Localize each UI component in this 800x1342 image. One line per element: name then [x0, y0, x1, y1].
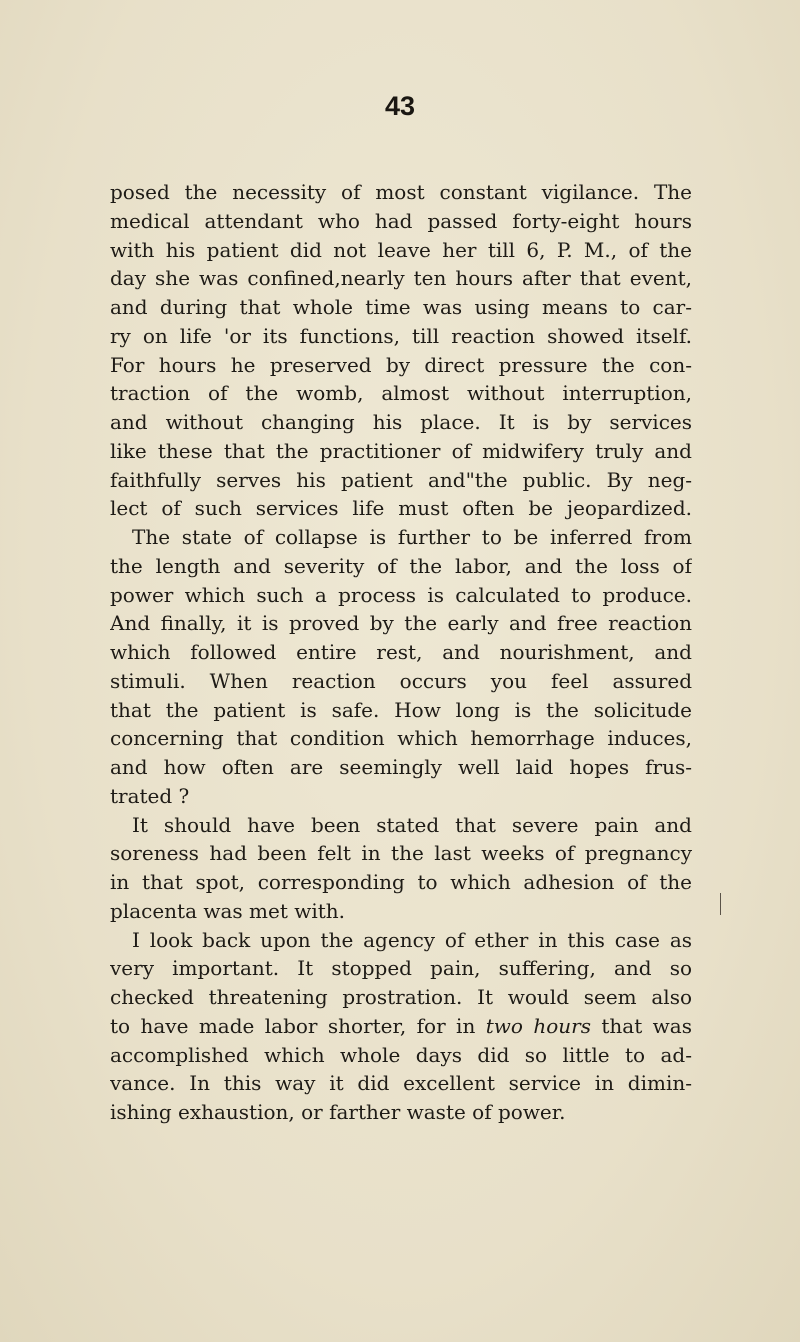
text-line: that the patient is safe. How long is the solicitude	[110, 697, 692, 722]
text-line: lect of such services life must often be jeopardized.	[110, 496, 692, 521]
text-run: that was	[590, 1013, 692, 1038]
body-text	[110, 178, 692, 1127]
text-line: The state of collapse is further to be inferred from	[132, 525, 692, 549]
scan-mark	[720, 893, 721, 915]
text-line: accomplished which whole days did so little to ad-	[110, 1042, 692, 1067]
text-line: with his patient did not leave her till 6, P. M., of the	[110, 237, 692, 262]
emphasized-text: two hours	[485, 1013, 591, 1038]
text-line: faithfully serves his patient and"the public. By neg-	[110, 467, 692, 492]
text-line: medical attendant who had passed forty-eight hours	[110, 208, 692, 233]
text-run: to have made labor shorter, for in	[110, 1013, 486, 1038]
text-line: stimuli. When reaction occurs you feel assured	[110, 668, 692, 693]
text-line: placenta was met with.	[110, 898, 346, 923]
text-line: It should have been stated that severe pain and	[132, 812, 692, 837]
text-line: and how often are seemingly well laid hopes frus-	[110, 755, 692, 779]
text-line: like these that the practitioner of midwifery truly and	[110, 438, 692, 463]
text-line: posed the necessity of most constant vigilance. The	[110, 180, 692, 204]
text-line: in that spot, corresponding to which adhesion of the	[110, 870, 692, 894]
text-line: traction of the womb, almost without interruption,	[110, 381, 692, 406]
text-line: concerning that condition which hemorrhage induces,	[110, 726, 692, 751]
text-line: the length and severity of the labor, and the loss of	[110, 553, 692, 578]
text-line-with-emphasis	[110, 1012, 692, 1041]
text-line: which followed entire rest, and nourishment, and	[110, 640, 692, 664]
text-line: For hours he preserved by direct pressure the con-	[110, 352, 692, 377]
text-line: and without changing his place. It is by services	[110, 410, 692, 434]
text-line: ishing exhaustion, or farther waste of power.	[110, 1100, 566, 1124]
text-line: power which such a process is calculated to produce.	[110, 582, 692, 607]
text-line: and during that whole time was using means to car-	[110, 295, 692, 319]
text-line: I look back upon the agency of ether in this case as	[132, 927, 692, 952]
paragraph-3	[110, 811, 692, 926]
paragraph-2	[110, 523, 692, 811]
paragraph-1	[110, 178, 692, 523]
text-line: ry on life 'or its functions, till reaction showed itself.	[110, 323, 692, 348]
text-line: checked threatening prostration. It would seem also	[110, 985, 692, 1009]
paragraph-4	[110, 926, 692, 1127]
text-line: And finally, it is proved by the early and free reaction	[110, 611, 692, 636]
text-line: trated ?	[110, 783, 190, 808]
text-line: vance. In this way it did excellent service in dimin-	[110, 1071, 692, 1096]
text-line: day she was confined,nearly ten hours after that event,	[110, 266, 692, 291]
text-line: soreness had been felt in the last weeks of pregnancy	[110, 841, 692, 866]
page-number: 43	[384, 91, 416, 121]
text-line: very important. It stopped pain, suffering, and so	[110, 956, 692, 981]
